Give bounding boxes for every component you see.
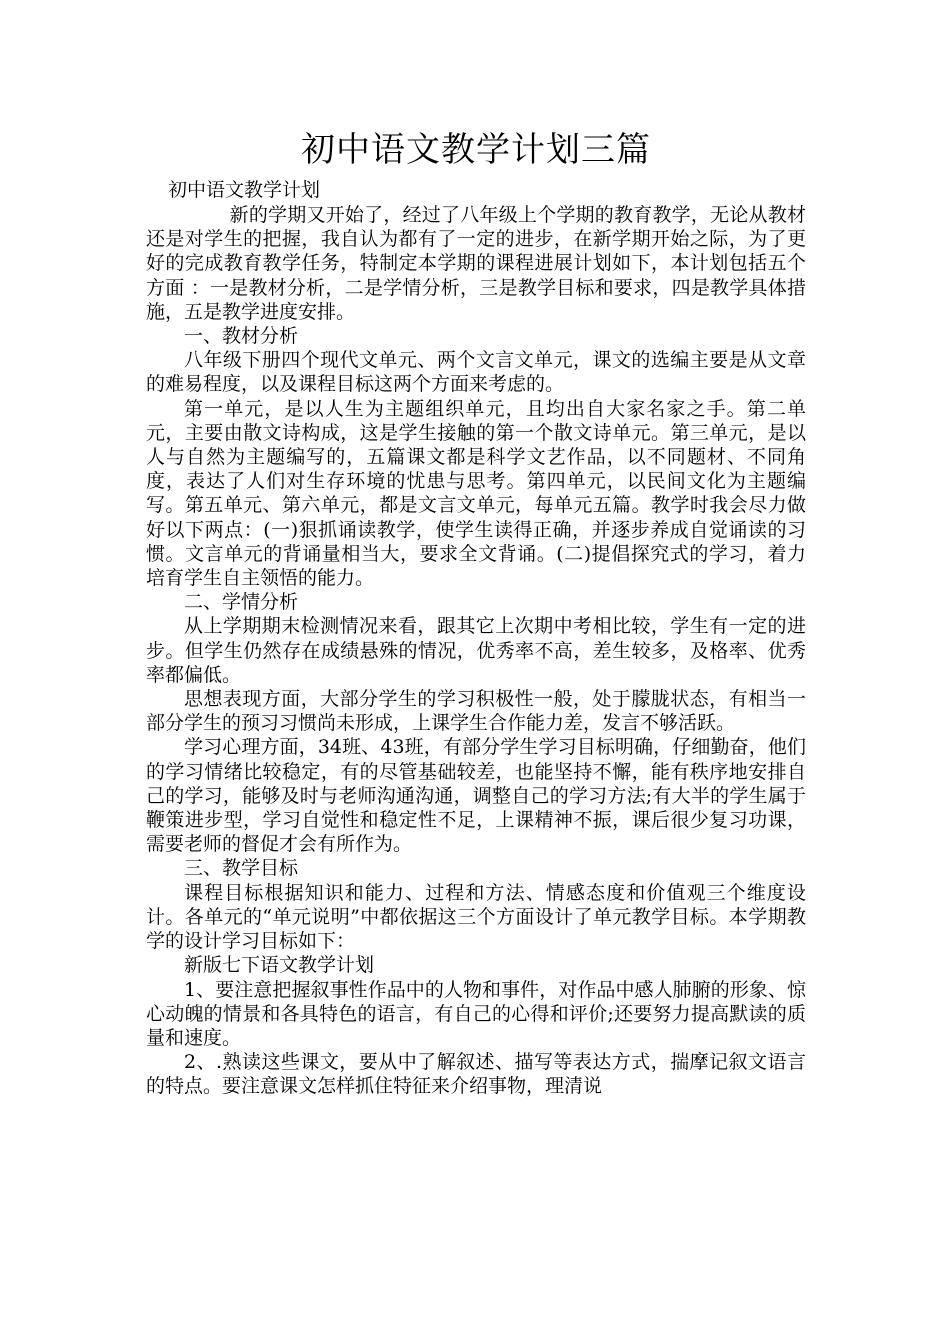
document-page bbox=[146, 126, 806, 1099]
document-body bbox=[146, 203, 806, 1099]
section-heading: 三、教学目标 bbox=[184, 857, 299, 880]
document-title: 初中语文教学计划三篇 bbox=[301, 130, 651, 170]
paragraph: 新的学期又开始了，经过了八年级上个学期的教育教学，无论从教材还是对学生的把握，我自认为都有了一定的进步，在新学期开始之际，为了更好的完成教育教学任务，特制定本学期的课程进展计划如下，本计划包括五个方面 ：一是教材分析，二是学情分析，三是教学目标和要求，四是教学具体措施，五是教学进度安排。 bbox=[146, 204, 806, 323]
paragraph: 八年级下册四个现代文单元、两个文言文单元，课文的选编主要是从文章的难易程度，以及课程目标这两个方面来考虑的。 bbox=[146, 349, 806, 396]
paragraph: 学习心理方面，34班、43班，有部分学生学习目标明确，仔细勤奋，他们的学习情绪比较稳定，有的尽管基础较差，也能坚持不懈，能有秩序地安排自己的学习，能够及时与老师沟通沟通，调整自己的学习方法;有大半的学生属于鞭策进步型，学习自觉性和稳定性不足，上课精神不振，课后很少复习功课，需要老师的督促才会有所作为。 bbox=[146, 736, 806, 856]
paragraph: 课程目标根据知识和能力、过程和方法、情感态度和价值观三个维度设计。各单元的“单元说明”中都依据这三个方面设计了单元教学目标。本学期教学的设计学习目标如下： bbox=[146, 881, 806, 953]
paragraph: 从上学期期末检测情况来看，跟其它上次期中考相比较，学生有一定的进步。但学生仍然存在成绩悬殊的情况，优秀率不高，差生较多，及格率、优秀率都偏低。 bbox=[146, 615, 806, 686]
paragraph: 2、.熟读这些课文，要从中了解叙述、描写等表达方式，揣摩记叙文语言的特点。要注意课文怎样抓住特征来介绍事物，理清说 bbox=[146, 1051, 806, 1098]
document-subtitle: 初中语文教学计划 bbox=[168, 179, 321, 201]
section-heading: 一、教材分析 bbox=[184, 325, 299, 348]
section-heading: 新版七下语文教学计划 bbox=[184, 954, 375, 977]
paragraph: 思想表现方面，大部分学生的学习积极性一般，处于朦胧状态，有相当一部分学生的预习习惯尚未形成，上课学生合作能力差，发言不够活跃。 bbox=[146, 688, 806, 735]
paragraph: 第一单元，是以人生为主题组织单元，且均出自大家名家之手。第二单元，主要由散文诗构成，这是学生接触的第一个散文诗单元。第三单元，是以人与自然为主题编写的，五篇课文都是科学文艺作品，以不同题材、不同角度，表达了人们对生存环境的忧患与思考。第四单元，以民间文化为主题编写。第五单元、第六单元，都是文言文单元，每单元五篇。教学时我会尽力做好以下两点：(一)狠抓诵读教学，使学生读得正确，并逐步养成自觉诵读的习惯。文言单元的背诵量相当大，要求全文背诵。(二)提倡探究式的学习，着力培育学生自主领悟的能力。 bbox=[146, 397, 806, 590]
paragraph: 1、要注意把握叙事性作品中的人物和事件，对作品中感人肺腑的形象、惊心动魄的情景和各具特色的语言，有自己的心得和评价;还要努力提高默读的质量和速度。 bbox=[146, 978, 806, 1049]
section-heading: 二、学情分析 bbox=[184, 591, 299, 614]
